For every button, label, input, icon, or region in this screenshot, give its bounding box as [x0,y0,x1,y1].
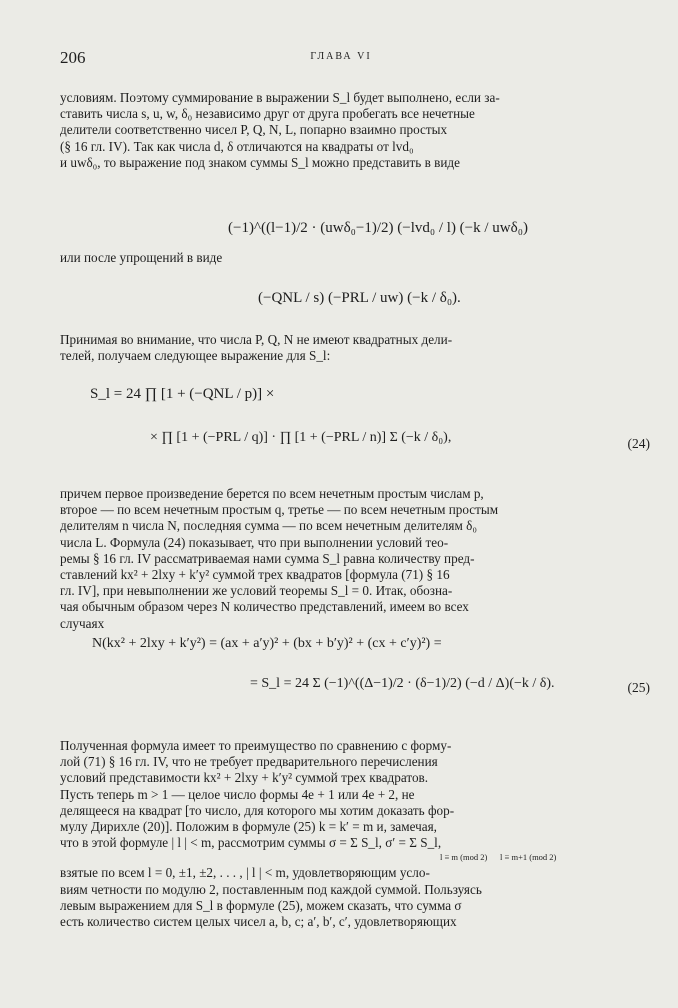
equation-24-number: (24) [627,436,650,451]
text-line: Полученная формула имеет то преимущество по сравнению с форму- [60,738,452,753]
text-line: Пусть теперь m > 1 — целое число формы 4e + 1 или 4e + 2, не [60,786,415,802]
text-line: взятые по всем l = 0, ±1, ±2, . . . , | l | < m, удовлетворяющим усло- [60,865,430,881]
equation-25-line-1: N(kx² + 2lxy + k′y²) = (ax + a′y)² + (bx + b′y)² + (cx + c′y)²) = [92,636,442,651]
equation-24-line-1: S_l = 24 ∏ [1 + (−QNL / p)] × [90,386,275,402]
page-number: 206 [60,48,86,67]
text-line: ремы § 16 гл. IV рассматриваемая нами сумма S_l равна количеству пред- [60,550,475,566]
text-line: мулу Дирихле (20)]. Положим в формуле (25) k = k′ = m и, замечая, [60,819,437,835]
equation-simplified: (−QNL / s) (−PRL / uw) (−k / δ₀). [258,290,461,306]
text-line: виям четности по модулю 2, поставленным под каждой суммой. Пользуясь [60,881,482,897]
text-line: лой (71) § 16 гл. IV, что не требует предварительного перечисления [60,754,438,770]
equation-25-number: (25) [627,680,650,695]
equation-25-line-2: = S_l = 24 Σ (−1)^((Δ−1)/2 · (δ−1)/2) (−d / Δ)(−k / δ). [250,676,555,691]
text-line: условий представимости kx² + 2lxy + k′y² суммой трех квадратов. [60,770,429,786]
sum-index-line [60,851,650,865]
text-line: чая обычным образом через N количество представлений, имеем во всех [60,599,469,615]
text-line: причем первое произведение берется по всем нечетным простым числам p, [60,486,484,501]
text-line: или после упрощений в виде [60,250,223,265]
paragraph-3 [60,332,650,364]
text-line: что в этой формуле | l | < m, рассмотрим суммы σ = Σ S_l, σ′ = Σ S_l, [60,835,442,851]
text-line: делителям n числа N, последняя сумма — по всем нечетным делителям δ₀ [60,518,477,534]
text-line: гл. IV], при невыполнении же условий теоремы S_l = 0. Итак, обознa- [60,583,453,599]
page-header [60,48,622,68]
paragraph-4 [60,486,650,632]
text-line: (§ 16 гл. IV). Так как числа d, δ отличаются на квадраты от lvd₀ [60,138,414,154]
text-line: Принимая во внимание, что числа P, Q, N не имеют квадратных дели- [60,332,453,347]
sum-1-index: l ≡ m (mod 2) [440,852,488,863]
text-line: ставлений kx² + 2lxy + k′y² суммой трех квадратов [формула (71) § 16 [60,567,450,583]
text-line: есть количество систем целых чисел a, b, c; a′, b′, c′, удовлетворяющих [60,914,457,930]
equation-24-line-2: × ∏ [1 + (−PRL / q)] · ∏ [1 + (−PRL / n)] Σ (−k / δ₀), [150,430,452,445]
chapter-title: ГЛАВА VI [310,51,372,62]
text-line: числа L. Формула (24) показывает, что при выполнении условий тео- [60,534,449,550]
paragraph-2 [60,250,650,266]
text-line: и uwδ₀, то выражение под знаком суммы S_l можно представить в виде [60,154,460,170]
paragraph-5 [60,738,650,930]
text-line: второе — по всем нечетным простым q, третье — по всем нечетным простым [60,502,499,518]
text-line: случаях [60,615,105,631]
text-line: делящееся на квадрат [то число, для которого мы хотим доказать фор- [60,802,455,818]
sum-2-index: l ≡ m+1 (mod 2) [500,852,557,863]
text-line: левым выражением для S_l в формуле (25), можем сказать, что сумма σ [60,897,462,913]
text-line: условиям. Поэтому суммирование в выражении S_l будет выполнено, если за- [60,90,500,105]
equation-sign-expression: (−1)^((l−1)/2 · (uwδ₀−1)/2) (−lvd₀ / l) (−k / uwδ₀) [228,220,528,236]
text-line: ставить числа s, u, w, δ₀ независимо друг от друга пробегать все нечетные [60,106,475,122]
text-line: телей, получаем следующее выражение для S_l: [60,348,331,364]
text-line: делители соответственно чисел P, Q, N, L, попарно взаимно простых [60,122,448,138]
paragraph-1 [60,90,650,171]
